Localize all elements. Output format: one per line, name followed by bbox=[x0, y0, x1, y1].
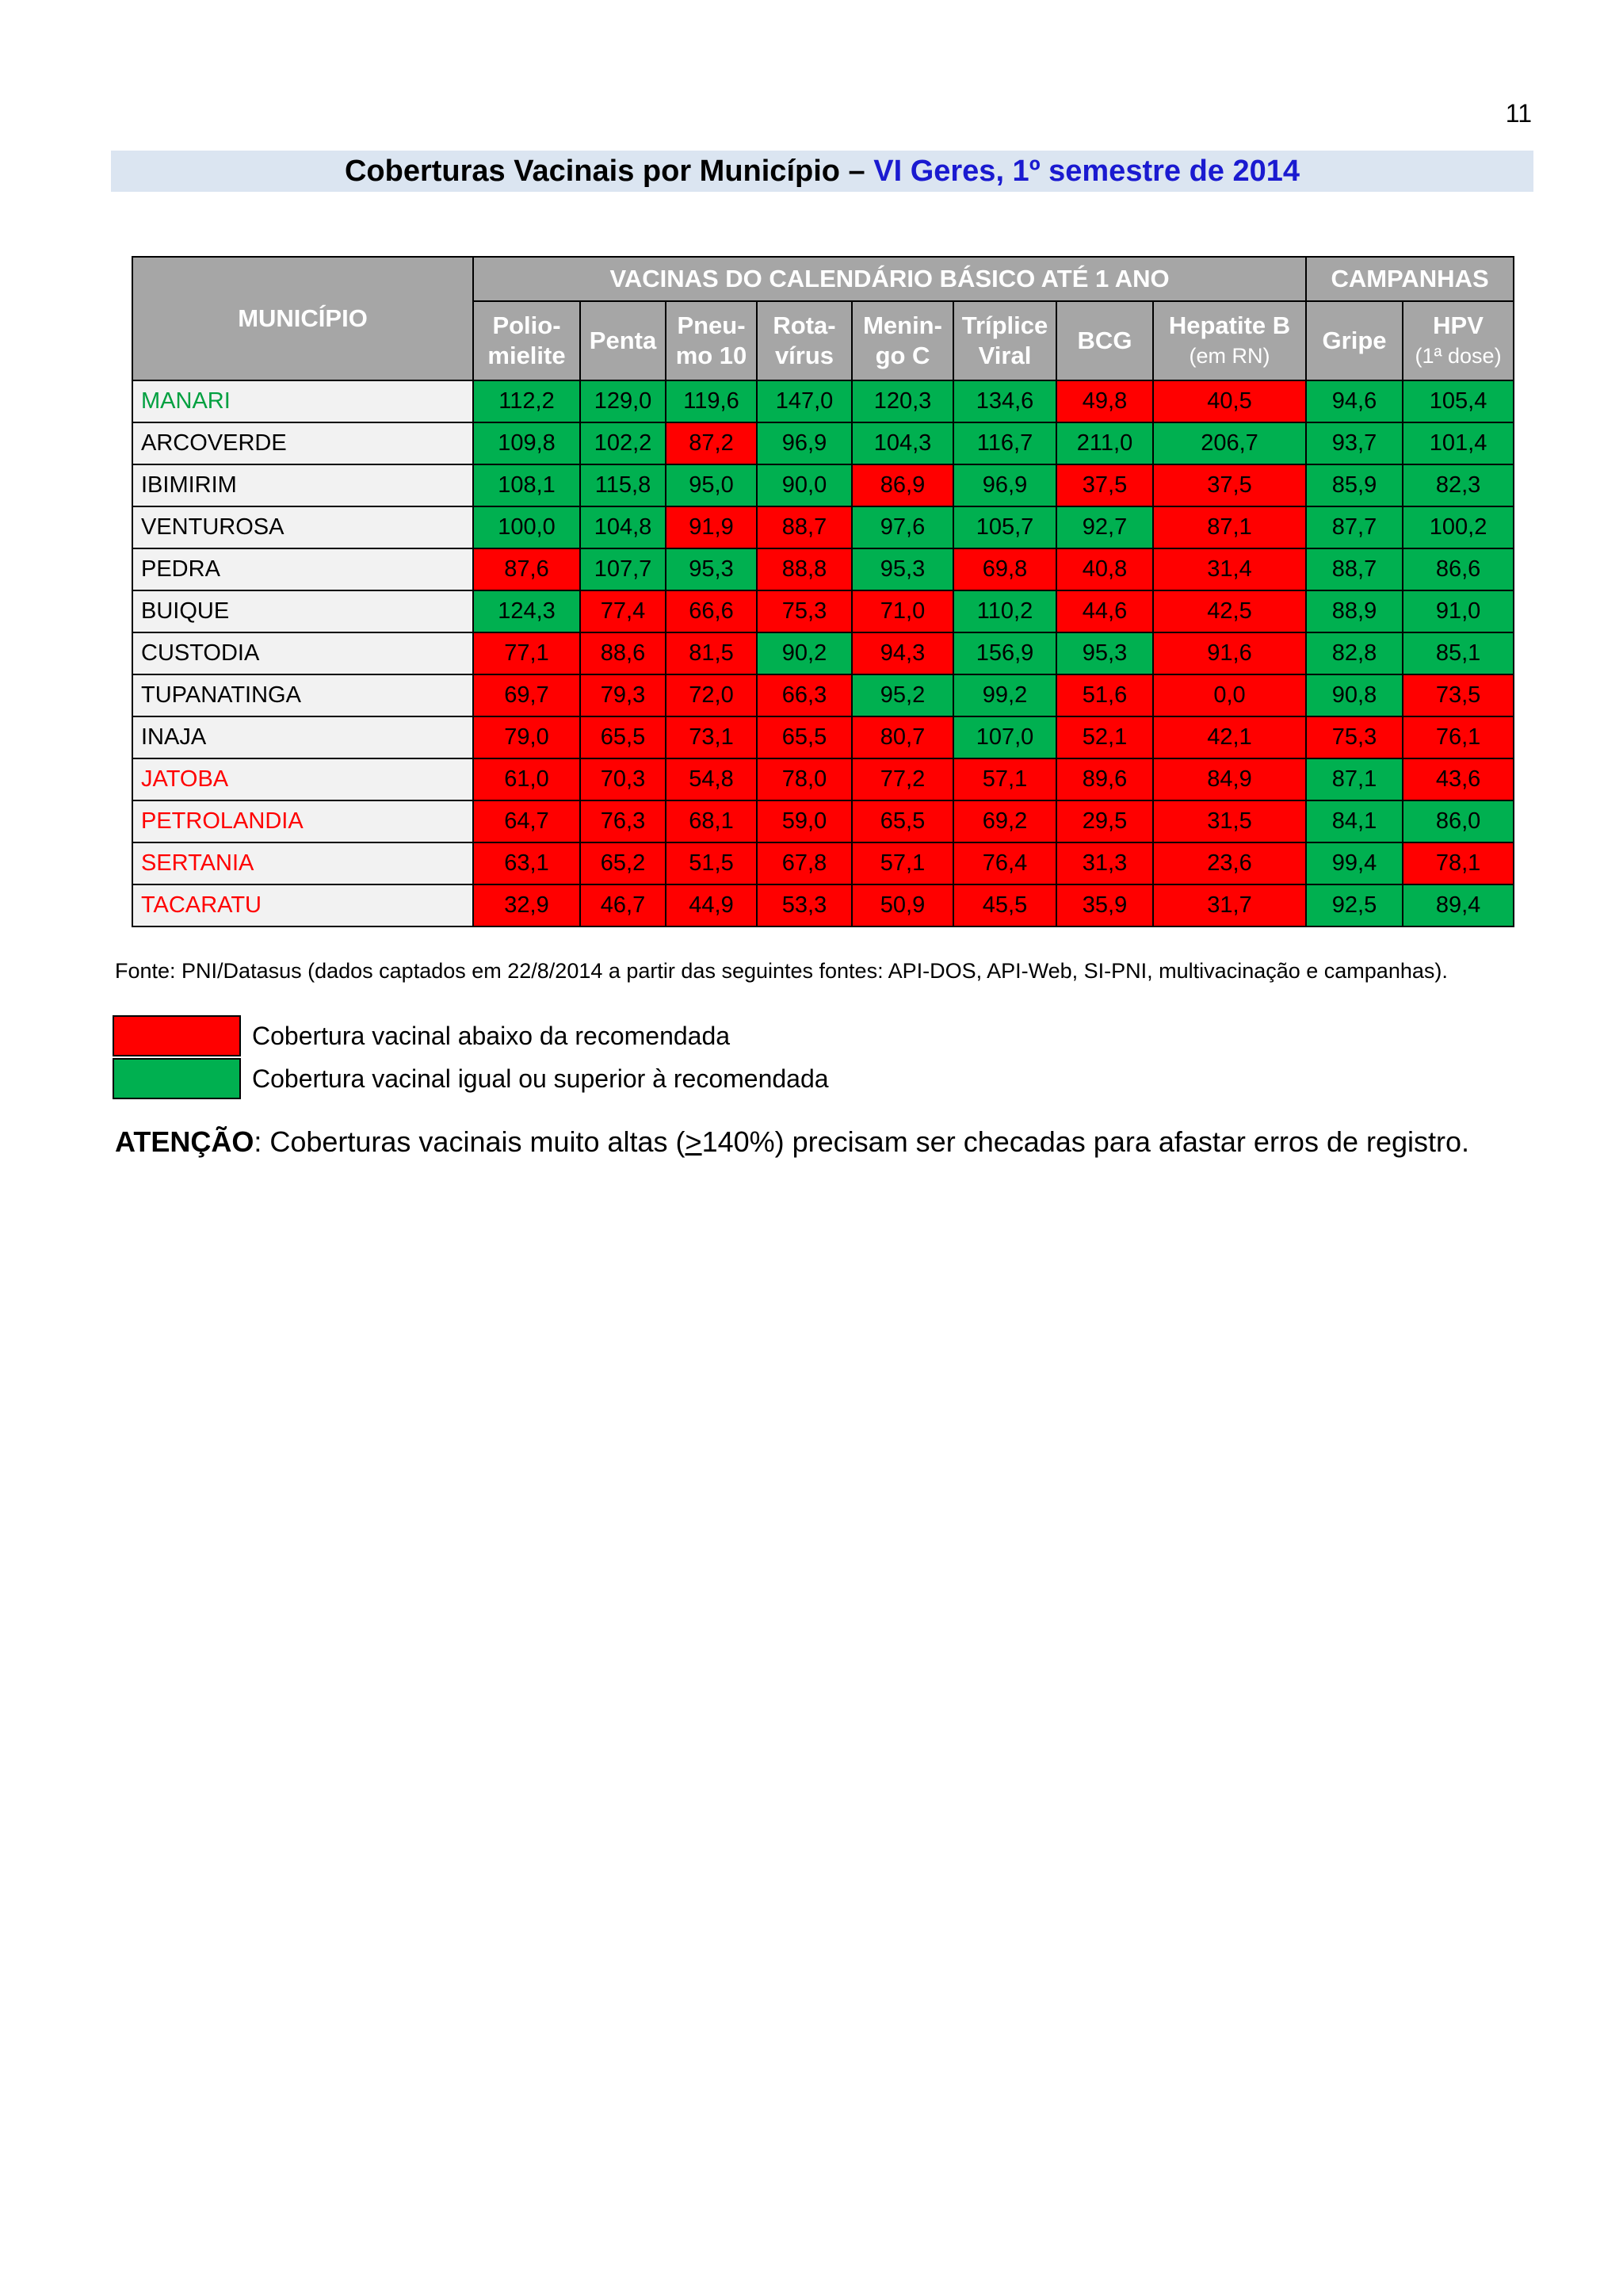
coverage-cell: 88,7 bbox=[757, 506, 852, 548]
coverage-cell: 93,7 bbox=[1306, 422, 1403, 464]
vaccine-header-line2: go C bbox=[875, 342, 930, 369]
coverage-cell: 54,8 bbox=[666, 758, 757, 800]
coverage-cell: 156,9 bbox=[953, 632, 1056, 674]
coverage-cell: 92,7 bbox=[1056, 506, 1153, 548]
coverage-cell: 35,9 bbox=[1056, 884, 1153, 926]
coverage-cell: 109,8 bbox=[473, 422, 580, 464]
coverage-cell: 91,6 bbox=[1153, 632, 1306, 674]
municipio-name: INAJA bbox=[132, 716, 473, 758]
coverage-cell: 0,0 bbox=[1153, 674, 1306, 716]
vaccine-header-line1: Tríplice bbox=[961, 311, 1048, 339]
municipio-name: JATOBA bbox=[132, 758, 473, 800]
coverage-cell: 69,7 bbox=[473, 674, 580, 716]
coverage-cell: 57,1 bbox=[953, 758, 1056, 800]
coverage-cell: 116,7 bbox=[953, 422, 1056, 464]
coverage-cell: 42,5 bbox=[1153, 590, 1306, 632]
coverage-cell: 96,9 bbox=[953, 464, 1056, 506]
table-row bbox=[132, 548, 1514, 590]
attention-note bbox=[115, 1125, 1469, 1159]
municipio-name: BUIQUE bbox=[132, 590, 473, 632]
coverage-cell: 32,9 bbox=[473, 884, 580, 926]
source-note: Fonte: PNI/Datasus (dados captados em 22/8/2014 a partir das seguintes fontes: API-DOS, API-Web, SI-PNI, multivacinação e campanhas). bbox=[115, 959, 1448, 983]
coverage-cell: 51,5 bbox=[666, 842, 757, 884]
coverage-cell: 100,2 bbox=[1403, 506, 1514, 548]
coverage-cell: 86,0 bbox=[1403, 800, 1514, 842]
coverage-cell: 63,1 bbox=[473, 842, 580, 884]
coverage-cell: 100,0 bbox=[473, 506, 580, 548]
coverage-cell: 66,6 bbox=[666, 590, 757, 632]
table-row bbox=[132, 674, 1514, 716]
coverage-cell: 31,3 bbox=[1056, 842, 1153, 884]
coverage-cell: 31,7 bbox=[1153, 884, 1306, 926]
coverage-cell: 92,5 bbox=[1306, 884, 1403, 926]
coverage-cell: 50,9 bbox=[852, 884, 953, 926]
attention-label: ATENÇÃO bbox=[115, 1125, 254, 1158]
coverage-cell: 68,1 bbox=[666, 800, 757, 842]
coverage-cell: 78,0 bbox=[757, 758, 852, 800]
coverage-cell: 72,0 bbox=[666, 674, 757, 716]
table-row bbox=[132, 716, 1514, 758]
coverage-cell: 90,8 bbox=[1306, 674, 1403, 716]
coverage-cell: 75,3 bbox=[1306, 716, 1403, 758]
municipio-name: ARCOVERDE bbox=[132, 422, 473, 464]
coverage-cell: 89,4 bbox=[1403, 884, 1514, 926]
coverage-cell: 29,5 bbox=[1056, 800, 1153, 842]
coverage-cell: 104,8 bbox=[580, 506, 666, 548]
attention-symbol: > bbox=[685, 1125, 702, 1158]
legend-swatch-red bbox=[113, 1015, 241, 1056]
coverage-cell: 110,2 bbox=[953, 590, 1056, 632]
vaccine-header-sub: (1ª dose) bbox=[1415, 344, 1502, 368]
coverage-cell: 49,8 bbox=[1056, 380, 1153, 422]
coverage-cell: 52,1 bbox=[1056, 716, 1153, 758]
vaccine-header-line1: Hepatite B bbox=[1168, 311, 1291, 339]
coverage-cell: 65,2 bbox=[580, 842, 666, 884]
table-row bbox=[132, 800, 1514, 842]
vaccine-header-line1: Polio- bbox=[492, 311, 561, 339]
coverage-cell: 88,6 bbox=[580, 632, 666, 674]
coverage-cell: 102,2 bbox=[580, 422, 666, 464]
coverage-cell: 87,7 bbox=[1306, 506, 1403, 548]
vaccine-header-line2: mielite bbox=[487, 342, 566, 369]
coverage-cell: 44,9 bbox=[666, 884, 757, 926]
vaccine-header-line2: vírus bbox=[774, 342, 834, 369]
coverage-cell: 120,3 bbox=[852, 380, 953, 422]
municipio-header: MUNICÍPIO bbox=[132, 257, 473, 380]
coverage-cell: 77,1 bbox=[473, 632, 580, 674]
coverage-cell: 87,2 bbox=[666, 422, 757, 464]
coverage-cell: 91,9 bbox=[666, 506, 757, 548]
municipio-name: TACARATU bbox=[132, 884, 473, 926]
vaccine-header-6 bbox=[1056, 301, 1153, 380]
vaccine-header-9 bbox=[1403, 301, 1514, 380]
coverage-cell: 87,6 bbox=[473, 548, 580, 590]
coverage-cell: 82,3 bbox=[1403, 464, 1514, 506]
table-row bbox=[132, 506, 1514, 548]
coverage-cell: 86,6 bbox=[1403, 548, 1514, 590]
coverage-cell: 37,5 bbox=[1153, 464, 1306, 506]
table-row bbox=[132, 842, 1514, 884]
vaccine-header-line1: Menin- bbox=[863, 311, 942, 339]
attention-text-after: 140%) precisam ser checadas para afastar erros de registro. bbox=[701, 1125, 1470, 1158]
coverage-cell: 134,6 bbox=[953, 380, 1056, 422]
table-row bbox=[132, 464, 1514, 506]
coverage-cell: 95,2 bbox=[852, 674, 953, 716]
coverage-cell: 112,2 bbox=[473, 380, 580, 422]
coverage-cell: 40,5 bbox=[1153, 380, 1306, 422]
coverage-cell: 88,7 bbox=[1306, 548, 1403, 590]
coverage-cell: 46,7 bbox=[580, 884, 666, 926]
coverage-cell: 119,6 bbox=[666, 380, 757, 422]
coverage-cell: 31,4 bbox=[1153, 548, 1306, 590]
legend-label-above: Cobertura vacinal igual ou superior à recomendada bbox=[252, 1064, 829, 1093]
legend-label-below: Cobertura vacinal abaixo da recomendada bbox=[252, 1021, 731, 1050]
municipio-name: TUPANATINGA bbox=[132, 674, 473, 716]
vaccine-header-line1: BCG bbox=[1077, 327, 1132, 354]
coverage-cell: 40,8 bbox=[1056, 548, 1153, 590]
municipio-name: PETROLANDIA bbox=[132, 800, 473, 842]
legend-item-above bbox=[113, 1057, 829, 1100]
table-row bbox=[132, 884, 1514, 926]
coverage-cell: 99,4 bbox=[1306, 842, 1403, 884]
coverage-cell: 211,0 bbox=[1056, 422, 1153, 464]
coverage-cell: 87,1 bbox=[1306, 758, 1403, 800]
page-title bbox=[111, 151, 1533, 192]
vaccine-header-0 bbox=[473, 301, 580, 380]
vaccine-header-4 bbox=[852, 301, 953, 380]
legend-item-below bbox=[113, 1014, 829, 1057]
title-main: Coberturas Vacinais por Município – bbox=[344, 155, 874, 188]
coverage-cell: 129,0 bbox=[580, 380, 666, 422]
coverage-cell: 90,2 bbox=[757, 632, 852, 674]
coverage-cell: 44,6 bbox=[1056, 590, 1153, 632]
campaigns-header: CAMPANHAS bbox=[1306, 257, 1514, 301]
coverage-cell: 96,9 bbox=[757, 422, 852, 464]
coverage-cell: 91,0 bbox=[1403, 590, 1514, 632]
coverage-cell: 90,0 bbox=[757, 464, 852, 506]
title-highlight: VI Geres, 1º semestre de 2014 bbox=[873, 155, 1300, 188]
coverage-cell: 73,5 bbox=[1403, 674, 1514, 716]
coverage-cell: 77,4 bbox=[580, 590, 666, 632]
coverage-cell: 69,8 bbox=[953, 548, 1056, 590]
coverage-cell: 78,1 bbox=[1403, 842, 1514, 884]
coverage-cell: 104,3 bbox=[852, 422, 953, 464]
coverage-cell: 94,6 bbox=[1306, 380, 1403, 422]
basic-calendar-header: VACINAS DO CALENDÁRIO BÁSICO ATÉ 1 ANO bbox=[473, 257, 1306, 301]
municipio-name: IBIMIRIM bbox=[132, 464, 473, 506]
coverage-cell: 81,5 bbox=[666, 632, 757, 674]
coverage-cell: 75,3 bbox=[757, 590, 852, 632]
municipio-name: MANARI bbox=[132, 380, 473, 422]
coverage-cell: 82,8 bbox=[1306, 632, 1403, 674]
coverage-cell: 80,7 bbox=[852, 716, 953, 758]
coverage-cell: 66,3 bbox=[757, 674, 852, 716]
coverage-cell: 105,7 bbox=[953, 506, 1056, 548]
coverage-cell: 65,5 bbox=[757, 716, 852, 758]
coverage-cell: 42,1 bbox=[1153, 716, 1306, 758]
coverage-cell: 70,3 bbox=[580, 758, 666, 800]
coverage-cell: 51,6 bbox=[1056, 674, 1153, 716]
page-number: 11 bbox=[1505, 99, 1532, 128]
coverage-cell: 147,0 bbox=[757, 380, 852, 422]
coverage-cell: 88,9 bbox=[1306, 590, 1403, 632]
coverage-cell: 95,3 bbox=[666, 548, 757, 590]
vaccine-header-3 bbox=[757, 301, 852, 380]
vaccine-header-line1: HPV bbox=[1433, 311, 1484, 339]
coverage-cell: 115,8 bbox=[580, 464, 666, 506]
vaccine-header-8 bbox=[1306, 301, 1403, 380]
table-row bbox=[132, 422, 1514, 464]
vaccine-header-5 bbox=[953, 301, 1056, 380]
coverage-cell: 79,3 bbox=[580, 674, 666, 716]
coverage-cell: 67,8 bbox=[757, 842, 852, 884]
coverage-cell: 64,7 bbox=[473, 800, 580, 842]
coverage-cell: 86,9 bbox=[852, 464, 953, 506]
municipio-name: VENTUROSA bbox=[132, 506, 473, 548]
coverage-cell: 84,9 bbox=[1153, 758, 1306, 800]
legend-swatch-green bbox=[113, 1058, 241, 1099]
coverage-cell: 23,6 bbox=[1153, 842, 1306, 884]
legend bbox=[113, 1014, 829, 1100]
vaccine-header-line1: Penta bbox=[589, 327, 657, 354]
coverage-cell: 95,3 bbox=[1056, 632, 1153, 674]
municipio-name: CUSTODIA bbox=[132, 632, 473, 674]
vaccine-header-1 bbox=[580, 301, 666, 380]
coverage-cell: 88,8 bbox=[757, 548, 852, 590]
coverage-cell: 107,7 bbox=[580, 548, 666, 590]
attention-text-before: : Coberturas vacinais muito altas ( bbox=[254, 1125, 685, 1158]
vaccine-header-line1: Gripe bbox=[1322, 327, 1387, 354]
coverage-cell: 61,0 bbox=[473, 758, 580, 800]
coverage-cell: 101,4 bbox=[1403, 422, 1514, 464]
coverage-cell: 31,5 bbox=[1153, 800, 1306, 842]
table-body bbox=[132, 380, 1514, 926]
coverage-cell: 65,5 bbox=[580, 716, 666, 758]
coverage-cell: 124,3 bbox=[473, 590, 580, 632]
vaccine-header-sub: (em RN) bbox=[1189, 344, 1270, 368]
table-row bbox=[132, 632, 1514, 674]
vaccine-header-line1: Rota- bbox=[773, 311, 836, 339]
coverage-cell: 43,6 bbox=[1403, 758, 1514, 800]
coverage-cell: 89,6 bbox=[1056, 758, 1153, 800]
coverage-cell: 95,0 bbox=[666, 464, 757, 506]
coverage-cell: 85,9 bbox=[1306, 464, 1403, 506]
coverage-cell: 76,3 bbox=[580, 800, 666, 842]
coverage-cell: 108,1 bbox=[473, 464, 580, 506]
coverage-cell: 107,0 bbox=[953, 716, 1056, 758]
coverage-cell: 73,1 bbox=[666, 716, 757, 758]
coverage-cell: 76,4 bbox=[953, 842, 1056, 884]
table-row bbox=[132, 380, 1514, 422]
coverage-cell: 37,5 bbox=[1056, 464, 1153, 506]
vaccine-header-line2: mo 10 bbox=[675, 342, 747, 369]
coverage-cell: 95,3 bbox=[852, 548, 953, 590]
coverage-cell: 97,6 bbox=[852, 506, 953, 548]
coverage-cell: 53,3 bbox=[757, 884, 852, 926]
municipio-name: SERTANIA bbox=[132, 842, 473, 884]
coverage-table bbox=[132, 256, 1514, 927]
table-row bbox=[132, 758, 1514, 800]
vaccine-header-7 bbox=[1153, 301, 1306, 380]
vaccine-header-line1: Pneu- bbox=[677, 311, 746, 339]
coverage-cell: 76,1 bbox=[1403, 716, 1514, 758]
coverage-cell: 85,1 bbox=[1403, 632, 1514, 674]
coverage-cell: 77,2 bbox=[852, 758, 953, 800]
vaccine-header-line2: Viral bbox=[978, 342, 1032, 369]
municipio-name: PEDRA bbox=[132, 548, 473, 590]
table-row bbox=[132, 590, 1514, 632]
coverage-cell: 57,1 bbox=[852, 842, 953, 884]
coverage-cell: 59,0 bbox=[757, 800, 852, 842]
coverage-cell: 99,2 bbox=[953, 674, 1056, 716]
coverage-cell: 206,7 bbox=[1153, 422, 1306, 464]
coverage-cell: 105,4 bbox=[1403, 380, 1514, 422]
coverage-cell: 65,5 bbox=[852, 800, 953, 842]
coverage-cell: 94,3 bbox=[852, 632, 953, 674]
vaccine-header-2 bbox=[666, 301, 757, 380]
coverage-cell: 87,1 bbox=[1153, 506, 1306, 548]
coverage-cell: 71,0 bbox=[852, 590, 953, 632]
coverage-cell: 79,0 bbox=[473, 716, 580, 758]
coverage-cell: 69,2 bbox=[953, 800, 1056, 842]
coverage-cell: 45,5 bbox=[953, 884, 1056, 926]
coverage-cell: 84,1 bbox=[1306, 800, 1403, 842]
